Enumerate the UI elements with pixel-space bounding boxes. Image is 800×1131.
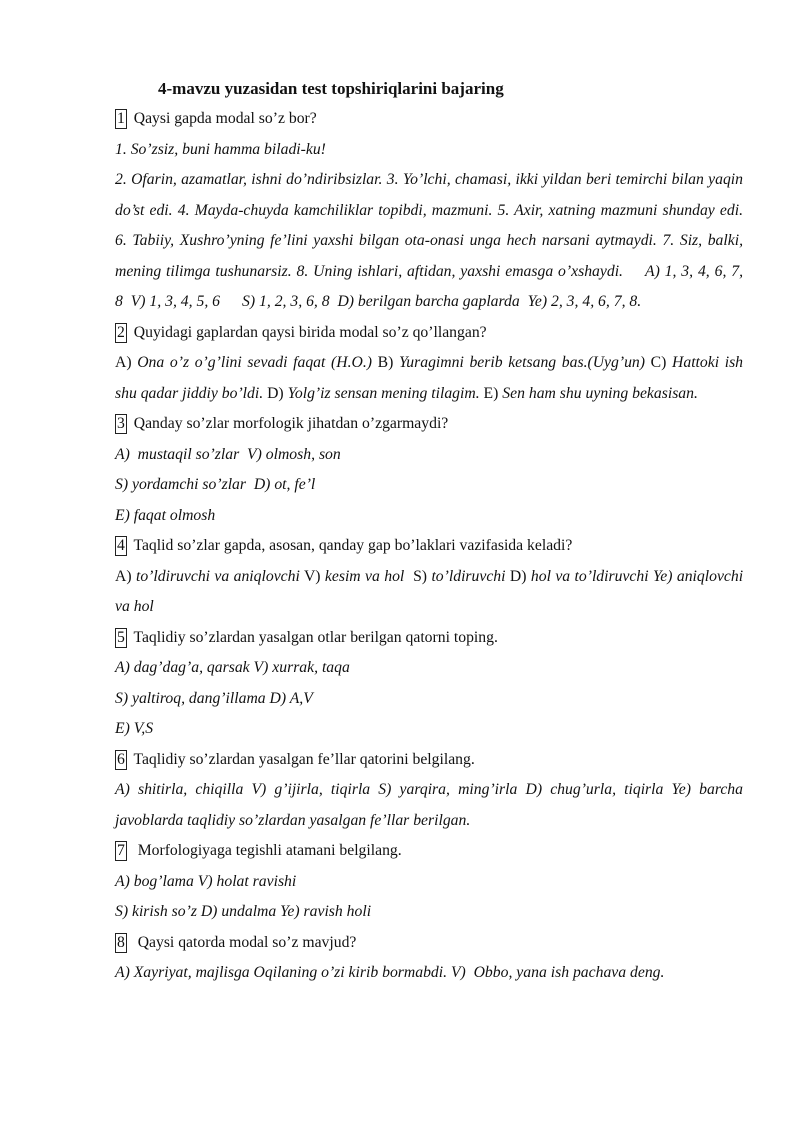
page-title: 4-mavzu yuzasidan test topshiriqlarini bajaring [158,79,504,98]
option-label: A) [115,354,132,371]
option-label: B) [377,354,394,371]
q1-option-s: S) 1, 2, 3, 6, 8 [242,293,330,310]
option-label: V) [303,567,321,585]
question-3 [115,409,743,440]
q4-options [115,562,743,623]
question-text: Taqlidiy so’zlardan yasalgan fe’llar qatorini belgilang. [129,750,475,768]
q1-paragraph: 2. Ofarin, azamatlar, ishni do’ndiribsizlar. 3. Yo’lchi, chamasi, ikki yildan beri temirchi bilan yaqin do’st edi. 4. Mayda-chuyda kamchiliklar topibdi, mazmuni. 5. Axir, xatning mazmuni shunday edi. 6. Tabiiy, Xushro’yning fe’lini yaxshi bilgan ota-onasi unga hech narsani aytmaydi. 7. Siz, balki, mening tilimga tushunarsiz. 8. Uning ishlari, aftidan, yaxshi emasga o’xshaydi. [115,171,743,280]
question-number: 4 [117,537,125,554]
question-number: 3 [117,415,125,432]
question-text: Morfologiyaga tegishli atamani belgilang. [129,842,402,859]
option-label: D) [509,567,527,585]
document-page [115,74,743,989]
question-number: 8 [117,933,125,951]
q5-line-1: A) dag’dag’a, qarsak V) xurrak, taqa [115,659,350,676]
q3-line-2: S) yordamchi so’zlar D) ot, fe’l [115,476,316,493]
question-number: 5 [117,628,125,646]
q2-options [115,348,743,409]
question-number: 1 [117,110,125,127]
question-4 [115,531,743,562]
q1-option-a: A) 1, 3, 4, 6, 7, 8 [115,262,744,310]
q3-line-3: E) faqat olmosh [115,506,216,524]
question-1 [115,104,743,135]
question-text: Quyidagi gaplardan qaysi birida modal so’z qo’llangan? [129,323,487,341]
option-text: to’ldiruvchi va aniqlovchi [135,567,300,585]
option-label: D) [267,384,284,402]
option-text: Yolg’iz sensan mening tilagim. [287,384,480,402]
q6-options: A) shitirla, chiqilla V) g’ijirla, tiqirla S) yarqira, ming’irla D) chug’urla, tiqirla Ye) barcha javoblarda taqlidiy so’zlardan yasalgan fe’llar berilgan. [115,781,743,829]
q1-line-1: 1. So’zsiz, buni hamma biladi-ku! [115,140,326,158]
question-2 [115,318,743,349]
option-text: Yuragimni berib ketsang bas.(Uyg’un) [399,354,646,371]
q7-line-1: A) bog’lama V) holat ravishi [115,872,297,890]
q5-line-2: S) yaltiroq, dang’illama D) A,V [115,689,313,707]
question-5 [115,623,743,654]
q1-sentences [115,165,743,318]
option-text: Hattoki ish shu qadar jiddiy bo’ldi. [115,354,744,402]
q3-line-1: A) mustaqil so’zlar V) olmosh, son [115,445,341,463]
question-6 [115,745,743,776]
option-label: A) [115,567,132,585]
q8-line-1: A) Xayriyat, majlisga Oqilaning o’zi kirib bormabdi. V) Obbo, yana ish pachava deng. [115,964,665,981]
q1-option-d: D) berilgan barcha gaplarda [337,293,520,310]
option-text: Sen ham shu uyning bekasisan. [502,384,698,402]
question-number: 2 [117,323,125,341]
q5-line-3: E) V,S [115,720,154,737]
question-7 [115,836,743,867]
q1-option-ye: Ye) 2, 3, 4, 6, 7, 8. [527,293,642,310]
option-text: kesim va hol [324,567,405,585]
option-text: hol va to’ldiruvchi Ye) [530,567,673,585]
option-text: to’ldiruvchi [431,567,506,585]
option-label: C) [650,354,667,371]
question-text: Taqlidiy so’zlardan yasalgan otlar berilgan qatorni toping. [129,628,498,646]
q7-line-2: S) kirish so’z D) undalma Ye) ravish holi [115,903,372,920]
question-text: Qanday so’zlar morfologik jihatdan o’zgarmaydi? [129,415,449,432]
question-text: Qaysi gapda modal so’z bor? [129,110,317,127]
question-number: 7 [117,842,125,859]
question-number: 6 [117,750,125,768]
option-text: Ona o’z o’g’lini sevadi faqat (H.O.) [137,354,372,371]
q1-option-v: V) 1, 3, 4, 5, 6 [130,293,221,310]
option-label: E) [483,384,499,402]
question-8 [115,928,743,959]
option-text: aniqlovchi va hol [115,567,744,615]
option-label: S) [413,567,428,585]
question-text: Taqlid so’zlar gapda, asosan, qanday gap bo’laklari vazifasida keladi? [129,537,573,554]
question-text: Qaysi qatorda modal so’z mavjud? [129,933,357,951]
